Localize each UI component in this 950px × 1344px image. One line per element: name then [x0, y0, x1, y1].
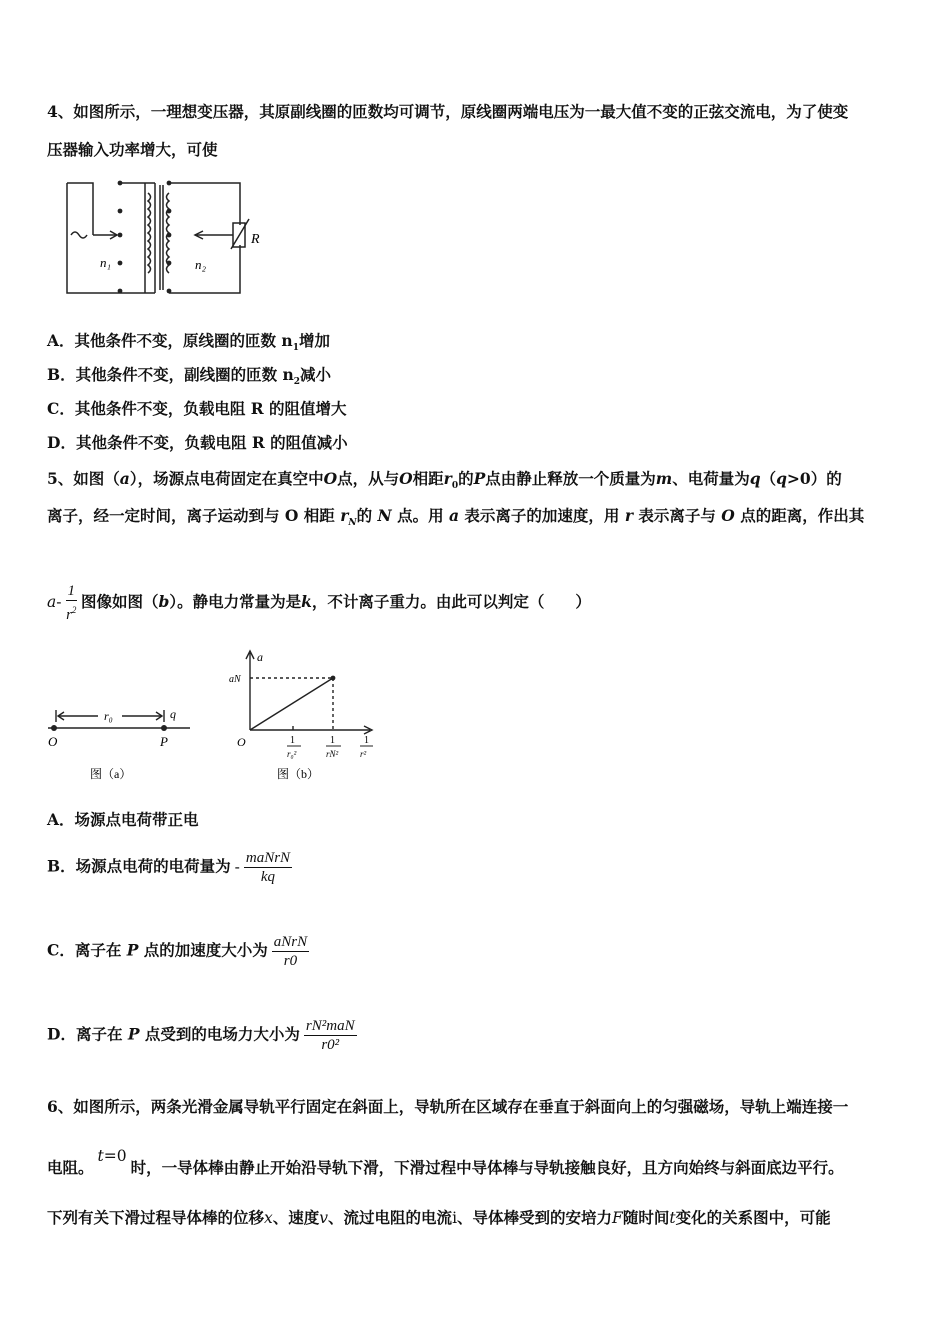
q4-line1: 4、如图所示，一理想变压器，其原副线圈的匝数均可调节，原线圈两端电压为一最大值不变的正弦交流电，为了使变	[47, 102, 849, 121]
figure-b	[225, 645, 385, 785]
svg-text:aN: aN	[229, 674, 241, 685]
n1-label: n₁	[100, 255, 112, 270]
q5-line1: 5、如图（a），场源点电荷固定在真空中O点，从与O相距$r_0$的P点由静止释放一个质量为m、电荷量为q（q>0）的	[47, 469, 842, 492]
q5-option-c: C．离子在 P 点的加速度大小为 $\frac{\text{aNrN}}{r0}$	[47, 934, 308, 969]
q6-line3: 下列有关下滑过程导体棒的位移x、速度v、流过电阻的电流i、导体棒受到的安培力F随时间t变化的关系图中，可能	[47, 1208, 831, 1227]
svg-text:q: q	[170, 707, 176, 721]
q5-line2: 离子，经一定时间，离子运动到与 O 相距 $r_N$的 N 点。用 a 表示离子的加速度，用 r 表示离子与 O 点的距离，作出其	[47, 506, 865, 529]
svg-text:a: a	[257, 650, 263, 664]
q5-option-b: B．场源点电荷的电荷量为 - $\frac{\text{maNrN}}{kq}$	[47, 850, 291, 885]
svg-text:图（a）: 图（a）	[90, 767, 132, 781]
svg-text:r²: r²	[360, 749, 367, 759]
svg-text:O: O	[237, 735, 246, 749]
svg-text:r₀: r₀	[104, 709, 113, 723]
svg-text:P: P	[160, 734, 168, 749]
figure-a	[40, 700, 200, 785]
q4-option-a: A．其他条件不变，原线圈的匝数 $n_1$增加	[47, 331, 330, 354]
svg-text:1: 1	[330, 735, 335, 746]
svg-text:1: 1	[364, 735, 369, 746]
transformer-diagram	[55, 175, 280, 300]
q4-line2: 压器输入功率增大，可使	[47, 140, 218, 159]
q5-option-d: D．离子在 P 点受到的电场力大小为 $\frac{\text{rN²maN}}{\text{r0²}}$	[47, 1018, 355, 1053]
svg-text:图（b）: 图（b）	[277, 767, 320, 781]
q4-option-b: B．其他条件不变，副线圈的匝数 $n_2$减小	[47, 365, 332, 388]
svg-text:rN²: rN²	[326, 749, 339, 759]
n2-label: n₂	[195, 257, 207, 272]
q5-option-a: A．场源点电荷带正电	[47, 810, 199, 829]
svg-text:O: O	[48, 734, 58, 749]
svg-text:1: 1	[290, 735, 295, 746]
r-label: R	[251, 232, 260, 247]
svg-text:r₀²: r₀²	[287, 749, 297, 759]
q6-line1: 6、如图所示，两条光滑金属导轨平行固定在斜面上，导轨所在区域存在垂直于斜面向上的匀强磁场，导轨上端连接一	[47, 1097, 849, 1116]
q4-option-c: C．其他条件不变，负载电阻 R 的阻值增大	[47, 399, 347, 418]
q5-line3: a- $\frac{1}{r^2}$ 图像如图（b）。静电力常量为是k，不计离子重力。由此可以判定（ ）	[47, 583, 591, 623]
q4-option-d: D．其他条件不变，负载电阻 R 的阻值减小	[47, 433, 348, 452]
q6-line2: 电阻。t=0时，一导体棒由静止开始沿导轨下滑，下滑过程中导体棒与导轨接触良好，且方向始终与斜面底边平行。	[47, 1147, 844, 1177]
